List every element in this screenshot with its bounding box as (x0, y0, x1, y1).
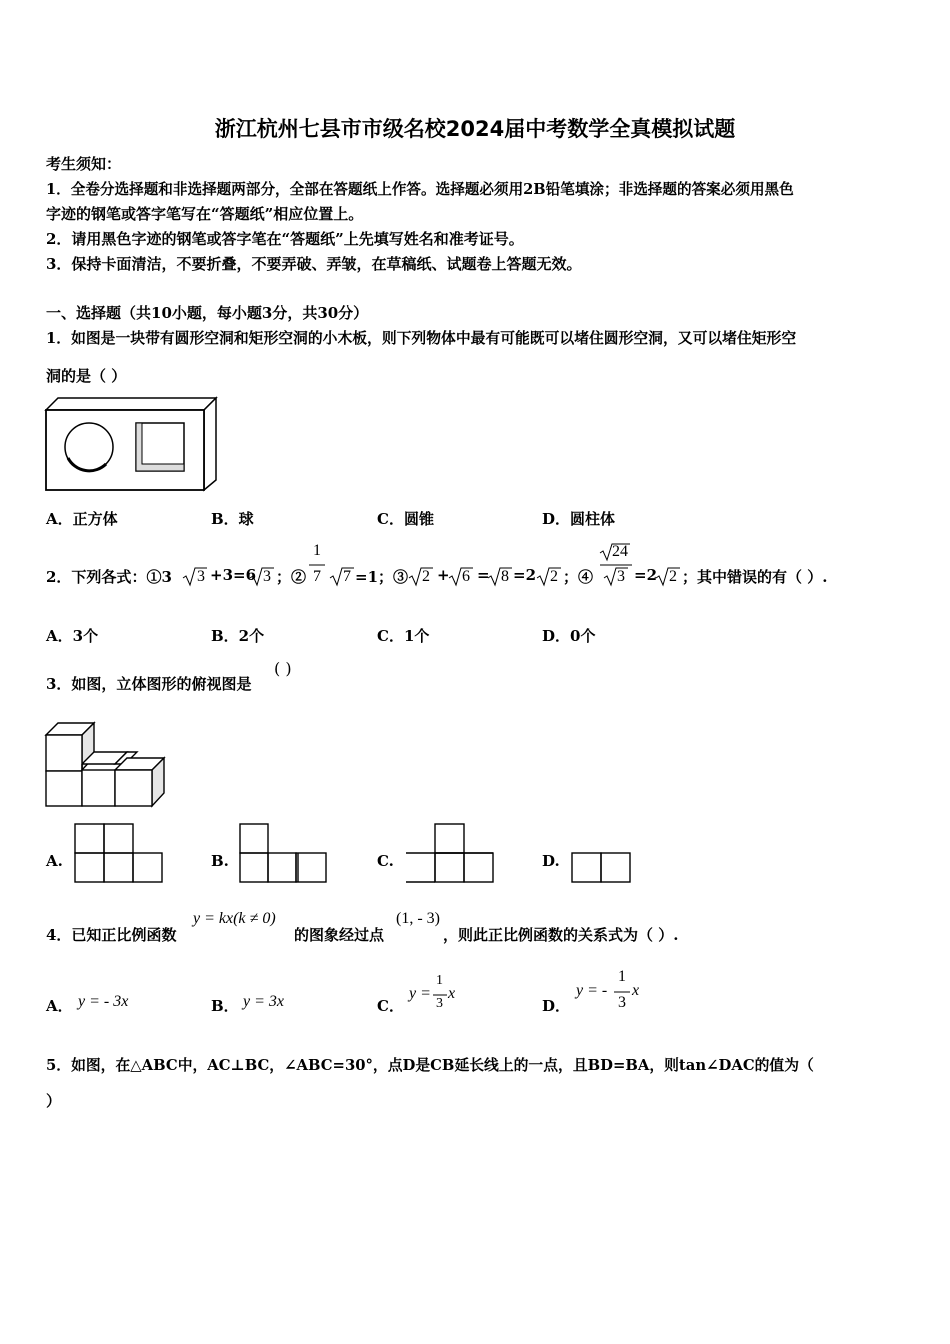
q2-part-7: ；④ (563, 568, 594, 586)
q4-option-d-numerator[interactable]: 1 (618, 968, 626, 985)
q3-option-b-label[interactable]: B. (211, 852, 229, 870)
notice-line-2: 2．请用黑色字迹的钢笔或答字笔在“答题纸”上先填写姓名和准考证号。 (46, 230, 524, 248)
q4-stem-c: ，则此正比例函数的关系式为（ ）. (443, 926, 679, 944)
q3-answer-paren: ( ) (274, 659, 292, 678)
section-heading: 一、选择题（共10小题，每小题3分，共30分） (46, 304, 369, 322)
q4-function: y = kx(k ≠ 0) (193, 910, 276, 927)
q4-stem-b: 的图象经过点 (294, 926, 385, 944)
q2-radicand-5: 6 (462, 568, 470, 585)
q5-stem-b: ） (46, 1092, 62, 1110)
q4-option-b[interactable]: y = 3x (243, 993, 284, 1010)
q4-option-a-label[interactable]: A． (46, 997, 73, 1015)
q2-part-3: =1；③ (355, 568, 409, 586)
q1-stem-a: 1．如图是一块带有圆形空洞和矩形空洞的小木板，则下列物体中最有可能既可以堵住圆形空洞，又可以堵住矩形空 (46, 330, 797, 347)
q1-stem-b: 洞的是（ ） (46, 367, 127, 385)
q2-stem (46, 566, 172, 587)
q2-fraction-bar (309, 564, 325, 566)
q2-option-b[interactable]: B．2个 (211, 627, 265, 645)
q4-point: (1, - 3) (396, 910, 440, 927)
q4-option-b-label[interactable]: B． (211, 997, 239, 1015)
q2-option-d[interactable]: D．0个 (542, 627, 596, 645)
q3-option-c-figure[interactable] (405, 823, 494, 883)
notice-line-3: 3．保持卡面清洁，不要折叠，不要弄破、弄皱，在草稿纸、试题卷上答题无效。 (46, 255, 582, 273)
q2-option-a[interactable]: A．3个 (46, 627, 99, 645)
q3-option-c-label[interactable]: C. (377, 852, 394, 870)
q2-part-4: + (437, 566, 450, 584)
q2-fraction-numerator: 1 (313, 542, 321, 559)
q2-radicand-1: 3 (197, 568, 205, 585)
q1-option-d[interactable]: D．圆柱体 (542, 510, 616, 528)
q2-part-2: ；② (276, 568, 307, 586)
q3-option-a-label[interactable]: A. (46, 852, 63, 870)
q2-part-9: ；其中错误的有（ ）. (682, 568, 828, 586)
q1-option-b[interactable]: B．球 (211, 510, 254, 528)
page-title: 浙江杭州七县市市级名校2024届中考数学全真模拟试题 (214, 117, 736, 141)
q4-option-c-x[interactable]: x (448, 985, 456, 1002)
q4-option-d-label[interactable]: D． (542, 997, 571, 1015)
notice-heading: 考生须知： (46, 155, 122, 173)
notice-line-1a: 1．全卷分选择题和非选择题两部分，全部在答题纸上作答。选择题必须用2B铅笔填涂；非选择题的答案必须用黑色 (46, 181, 794, 198)
q3-option-a-figure[interactable] (74, 823, 163, 883)
q2-radicand-6: 8 (501, 568, 509, 585)
q4-option-d-lhs[interactable]: y = - (576, 982, 608, 999)
q2-radicand-9: 3 (617, 568, 625, 585)
q3-solid-figure (44, 720, 168, 810)
q3-stem: 3．如图，立体图形的俯视图是 (46, 675, 252, 693)
notice-line-1b: 字迹的钢笔或答字笔写在“答题纸”相应位置上。 (46, 205, 364, 223)
q3-option-d-figure[interactable] (571, 852, 632, 883)
q2-radicand-10: 2 (669, 568, 677, 585)
q4-option-a[interactable]: y = - 3x (78, 993, 129, 1010)
q2-radicand-3: 7 (343, 568, 351, 585)
q4-option-d-fraction-bar (614, 991, 630, 993)
q2-radicand-2: 3 (263, 568, 271, 585)
q3-option-d-label[interactable]: D. (542, 852, 560, 870)
q3-option-b-figure[interactable] (239, 823, 329, 883)
q1-option-c[interactable]: C．圆锥 (377, 510, 434, 528)
q2-part-5: = (477, 566, 490, 584)
q4-option-c-label[interactable]: C． (377, 997, 404, 1015)
q2-prefix: 2．下列各式：①3 (46, 568, 172, 586)
q2-option-c[interactable]: C．1个 (377, 627, 430, 645)
q2-part-6: =2 (513, 566, 537, 584)
q4-option-d-denominator[interactable]: 3 (618, 994, 626, 1011)
q5-stem-a: 5．如图，在△ABC中，AC⊥BC，∠ABC=30°，点D是CB延长线上的一点，且BD=BA，则tan∠DAC的值为（ (46, 1057, 814, 1074)
q2-radicand-4: 2 (422, 568, 430, 585)
q2-radicand-7: 2 (550, 568, 558, 585)
q4-option-c-lhs[interactable]: y = (409, 985, 431, 1002)
q1-wooden-board-figure (46, 398, 218, 492)
q2-radicand-8: 24 (612, 543, 628, 560)
q4-option-c-denominator[interactable]: 3 (436, 996, 443, 1011)
q2-part-8: =2 (634, 566, 658, 584)
q2-fraction-denominator: 7 (313, 568, 321, 585)
q1-option-a[interactable]: A．正方体 (46, 510, 118, 528)
q2-part-1: +3=6 (210, 566, 257, 584)
q4-option-d-x[interactable]: x (632, 982, 640, 999)
q4-option-c-numerator[interactable]: 1 (436, 973, 443, 988)
q4-stem-a: 4．已知正比例函数 (46, 926, 177, 944)
